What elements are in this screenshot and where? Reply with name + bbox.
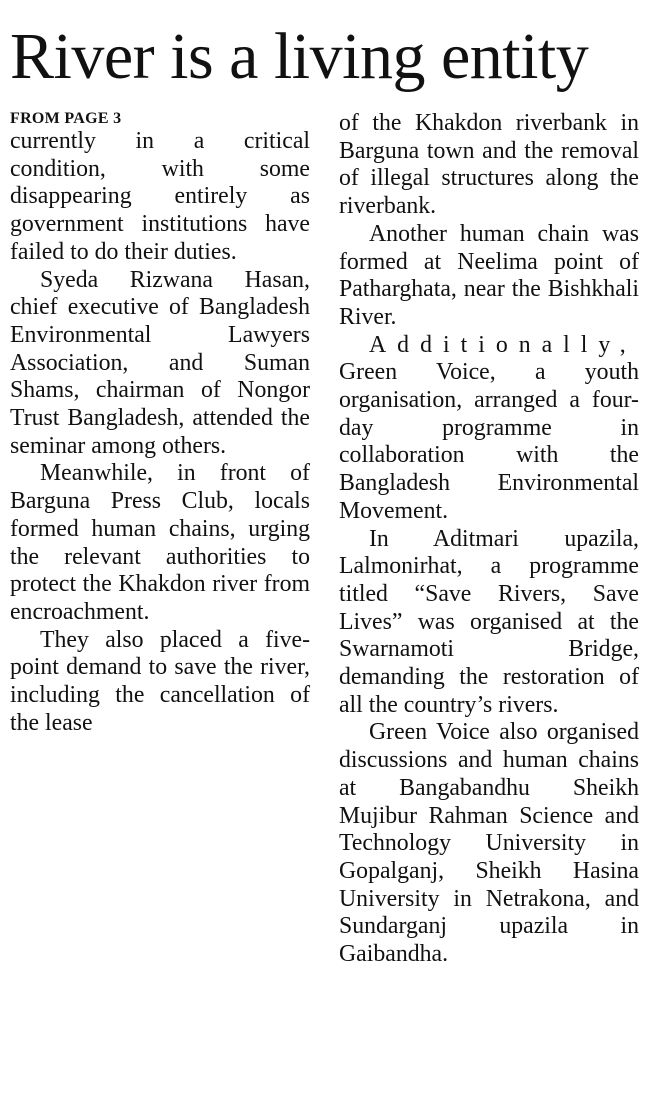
article-paragraph: Green Voice also organised discussions and human chains at Bangabandhu Sheikh Mujibur Rahman Science and Technology University in Gopalganj, Sheikh Hasina University in Netrakona, and Sundarganj upazila in Gaibandha. [339, 719, 639, 968]
article-paragraph: In Aditmari upazila, Lalmonirhat, a programme titled “Save Rivers, Save Lives” was organised at the Swarnamoti Bridge, demanding the restoration of all the country’s rivers. [339, 525, 639, 718]
article-paragraph: of the Khakdon riverbank in Barguna town and the removal of illegal structures along the riverbank. [339, 110, 639, 220]
article-paragraph: Meanwhile, in front of Barguna Press Club, locals formed human chains, urging the relevant authorities to protect the Khakdon river from encroachment. [10, 460, 310, 625]
article-paragraph: Green Voice, a youth organisation, arranged a four-day programme in collaboration with the Bangladesh Environmental Movement. [339, 359, 639, 524]
article-paragraph: They also placed a five-point demand to save the river, including the cancellation of the lease [10, 626, 310, 736]
article-paragraph: Another human chain was formed at Neelima point of Patharghata, near the Bishkhali River. [339, 220, 639, 330]
article-paragraph: Syeda Rizwana Hasan, chief executive of Bangladesh Environmental Lawyers Association, and Suman Shams, chairman of Nongor Trust Bangladesh, attended the seminar among others. [10, 266, 310, 459]
article-paragraph: Additionally, [369, 331, 637, 358]
article-column-right [339, 110, 639, 969]
article-column-left [10, 110, 310, 737]
headline: River is a living entity [10, 20, 589, 93]
continuation-kicker: FROM PAGE 3 [10, 110, 122, 127]
article-paragraph: currently in a critical condition, with some disappearing entirely as government institutions have failed to do their duties. [10, 128, 310, 265]
